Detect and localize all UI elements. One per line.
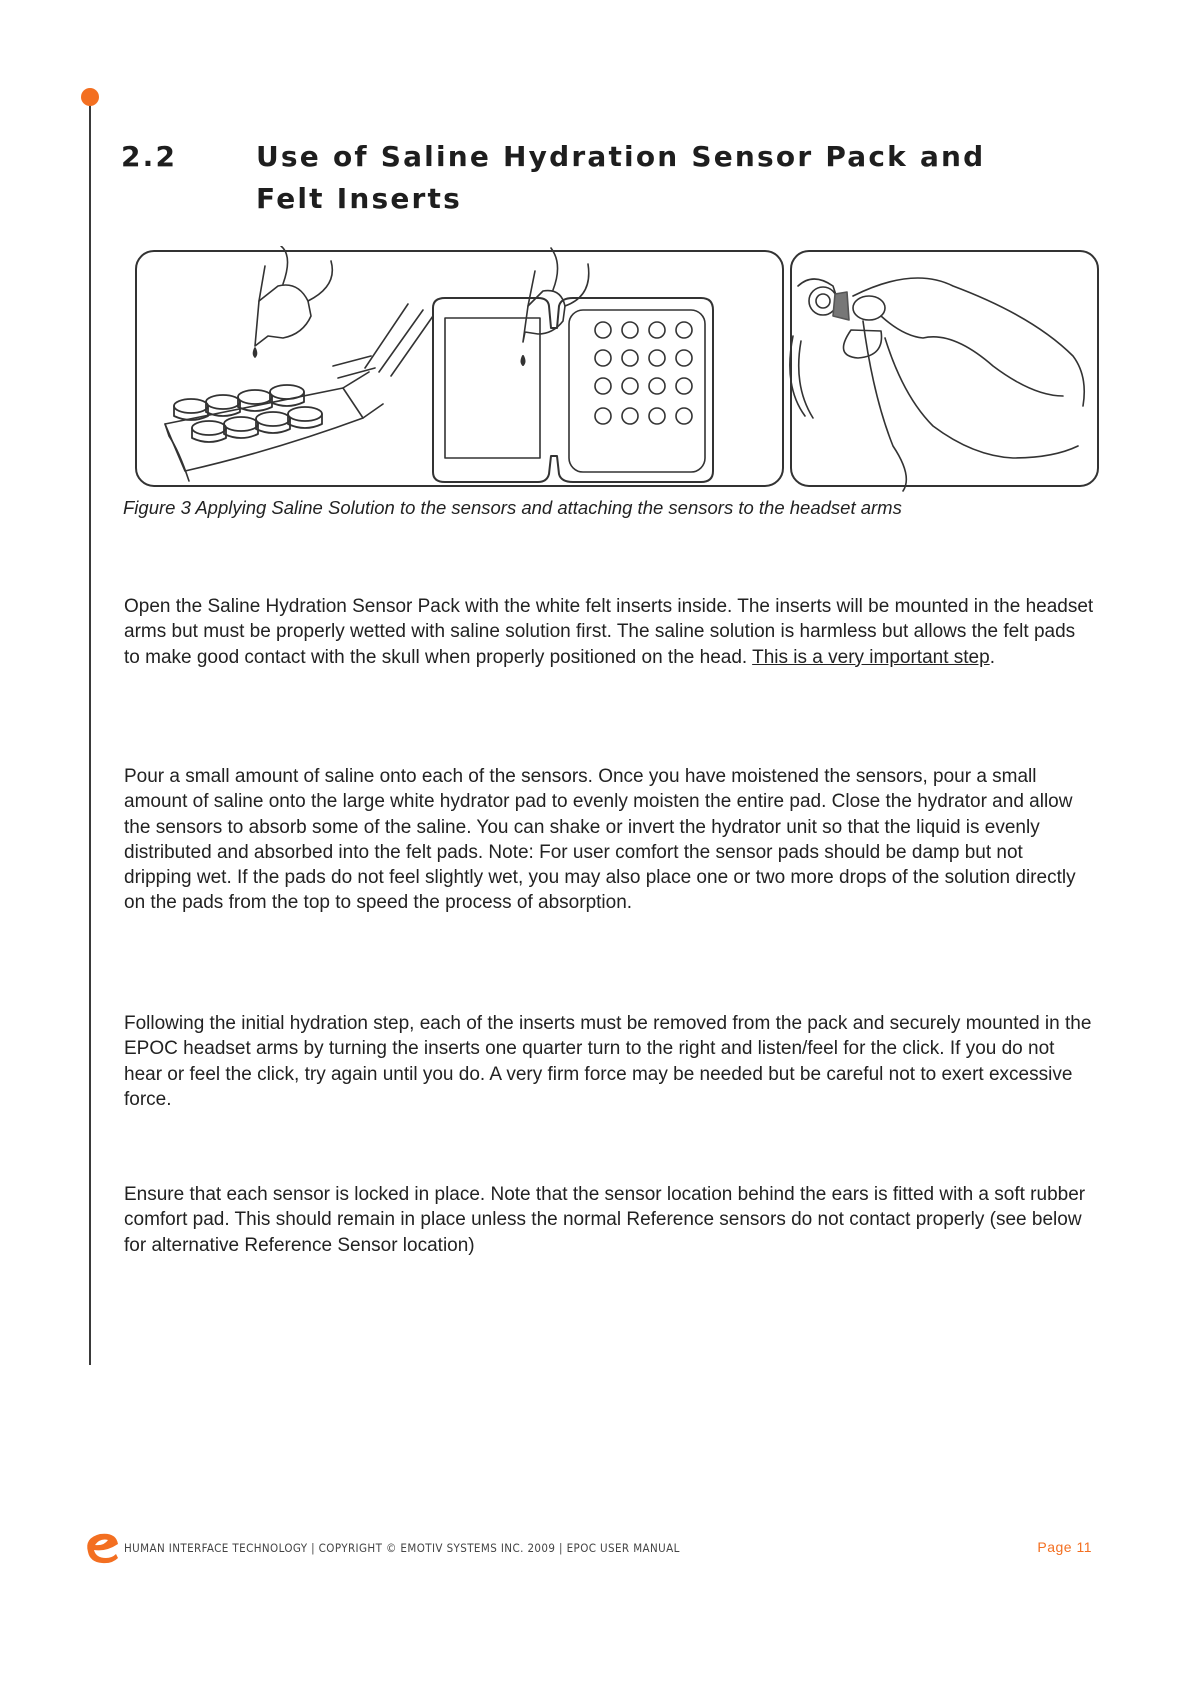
sensor [270, 385, 304, 399]
figure-caption: Figure 3 Applying Saline Solution to the sensors and attaching the sensors to the headset arms [123, 497, 902, 518]
paragraph-pour-saline: Pour a small amount of saline onto each of the sensors. Once you have moistened the sensors, pour a small amount of saline onto the large white hydrator pad to evenly moisten the entire pad. Close the hydrator and allow the sensors to absorb some of the saline. You can shake or invert the hydrator unit so that the liquid is evenly distributed and absorbed into the felt pads. Note: For user comfort the sensor pads should be damp but not dripping wet. If the pads do not feel slightly wet, you may also place one or two more drops of the solution directly on the pads from the top to speed the process of absorption. [124, 766, 1076, 914]
orange-dot-icon [81, 88, 99, 106]
sensor [174, 399, 208, 413]
paragraph-ensure-locked: Ensure that each sensor is locked in place. Note that the sensor location behind the ears is fitted with a soft rubber comfort pad. This should remain in place unless the normal Reference sensors do not contact properly (see below for alternative Reference Sensor location) [124, 1184, 1086, 1256]
section-heading [121, 136, 1041, 220]
hydrator-pad [445, 318, 540, 458]
important-step-text: This is a very important step [752, 646, 990, 668]
page-number: Page 11 [1037, 1539, 1092, 1555]
section-title: Use of Saline Hydration Sensor Pack and Felt Inserts [256, 140, 986, 215]
section-number: 2.2 [121, 140, 178, 173]
saline-bottle [255, 285, 311, 346]
sensor [238, 390, 272, 404]
sensor-tray-illustration [165, 246, 433, 481]
figure-illustration [133, 246, 1101, 493]
paragraph-text: Open the Saline Hydration Sensor Pack with the white felt inserts inside. The inserts will be mounted in the headset arms but must be properly wetted with saline solution first. The saline solution is harmless but allows the felt pads to make good contact with the skull when properly positioned on the head. [124, 596, 1094, 668]
hydrator-pad-case [433, 298, 713, 482]
figure-panel-right [791, 251, 1098, 486]
emotiv-logo-icon [82, 1530, 122, 1564]
sensor [206, 395, 240, 409]
paragraph-open-pack [124, 594, 1094, 670]
figure-panel-left [136, 251, 783, 486]
footer-copyright: HUMAN INTERFACE TECHNOLOGY | COPYRIGHT © EMOTIV SYSTEMS INC. 2009 | EPOC USER MANUAL [124, 1541, 680, 1555]
sensor [288, 407, 322, 421]
paragraph-mount-inserts: Following the initial hydration step, each of the inserts must be removed from the pack and securely mounted in the EPOC headset arms by turning the inserts one quarter turn to the right and listen/feel for the click. If you do not hear or feel the click, try again until you do. A very firm force may be needed but be careful not to exert excessive force. [124, 1013, 1092, 1110]
margin-rule [89, 97, 91, 1365]
paragraph-end: . [989, 646, 995, 668]
sensor [256, 412, 290, 426]
hydrator-illustration [433, 248, 713, 482]
hand-attaching-sensor-illustration [790, 278, 1084, 491]
sensor [224, 417, 258, 431]
sensor [192, 421, 226, 435]
page-footer [82, 1530, 1092, 1564]
